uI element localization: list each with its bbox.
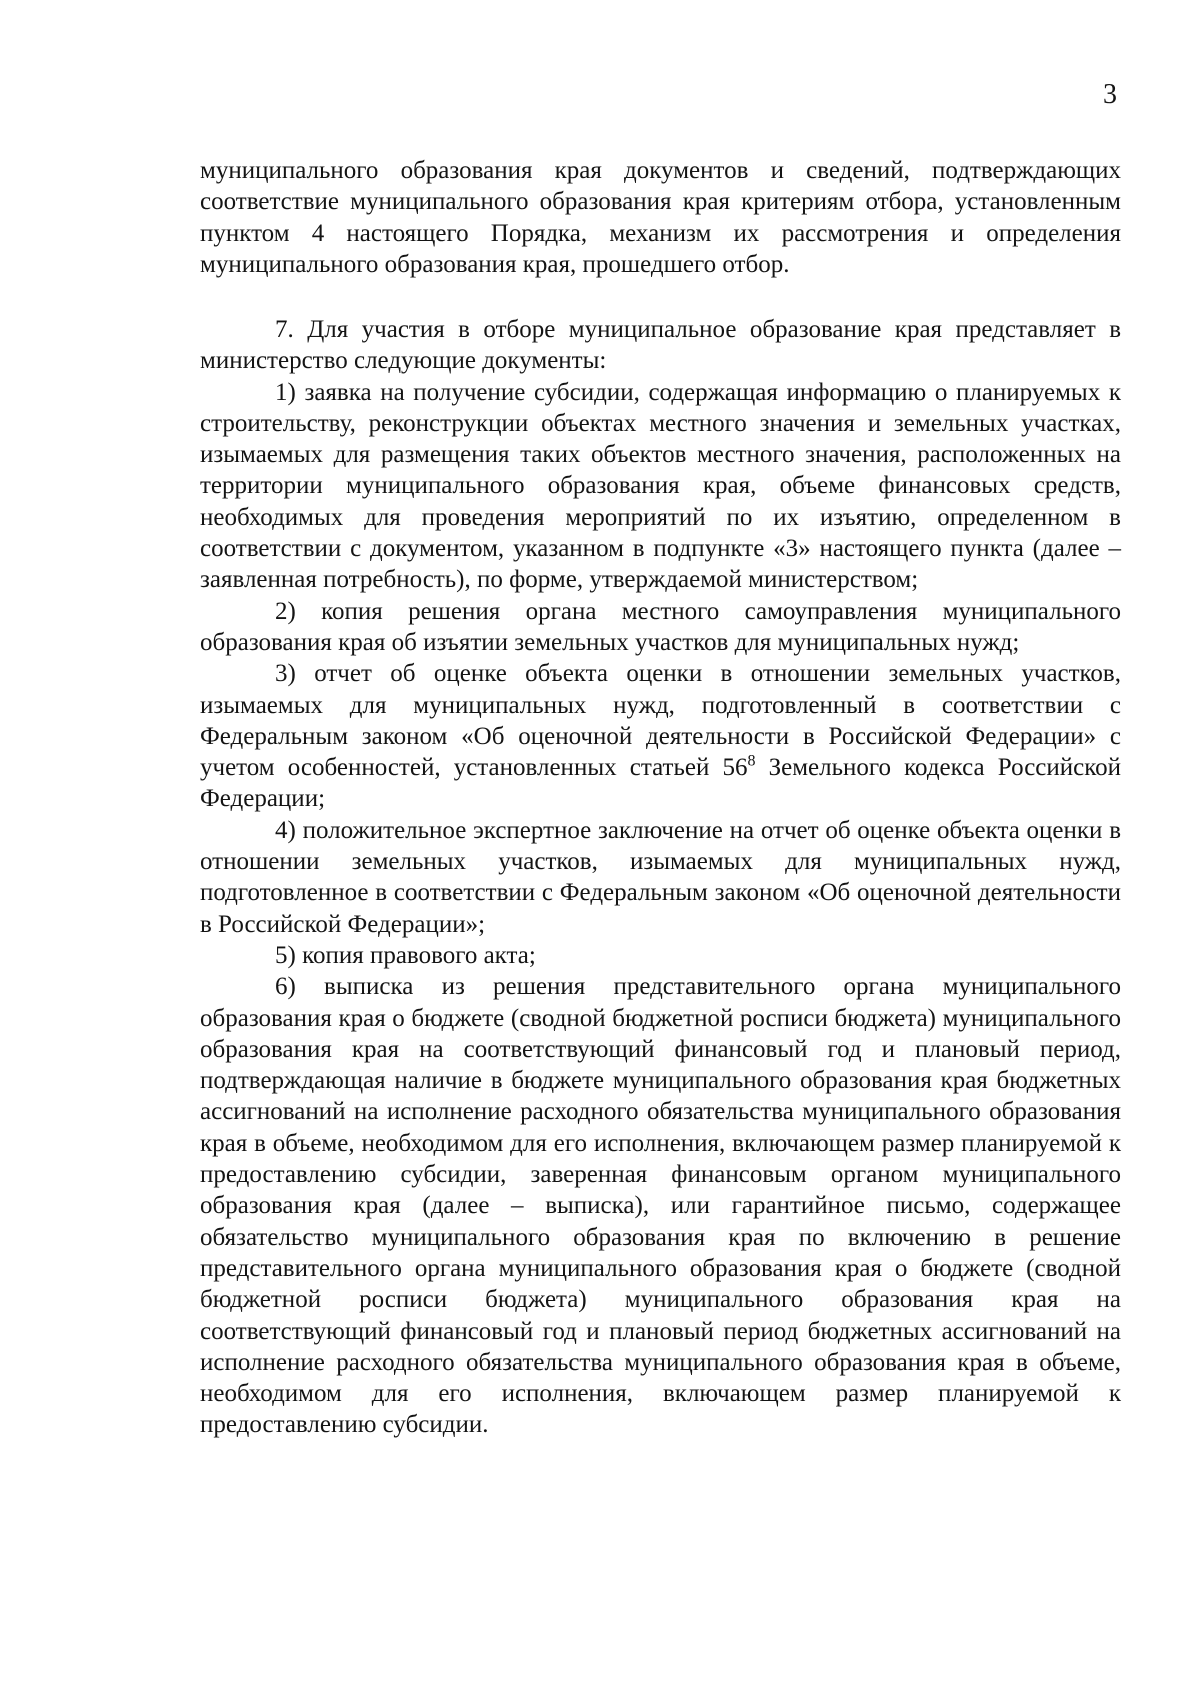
list-item-5: 5) копия правового акта; <box>275 941 536 969</box>
list-item-4: 4) положительное экспертное заключение на отчет об оценке объекта оценки в отношении земельных участков, изымаемых для муниципальных нужд, подготовленное в соответствии с Федеральным законом «Об оценочной деятельности в Российской Федерации»; <box>200 816 1121 938</box>
point-7-section <box>200 314 1121 1441</box>
point-7-heading: 7. Для участия в отборе муниципальное образование края представляет в министерство следующие документы: <box>200 316 1121 375</box>
intro-paragraph-block <box>200 155 1121 280</box>
list-item-3-superscript: 8 <box>747 752 756 770</box>
page-number: 3 <box>1103 79 1117 110</box>
list-item-3 <box>200 658 1121 814</box>
intro-paragraph: муниципального образования края документов и сведений, подтверждающих соответствие муниципального образования края критериям отбора, установленным пунктом 4 настоящего Порядка, механизм их рассмотрения и определения муниципального образования края, прошедшего отбор. <box>200 157 1121 278</box>
list-item-2: 2) копия решения органа местного самоуправления муниципального образования края об изъятии земельных участков для муниципальных нужд; <box>200 597 1121 656</box>
list-item-3-text-after: Земельного кодекса Российской Федерации; <box>200 754 1122 813</box>
list-item-3-text-before: 3) отчет об оценке объекта оценки в отношении земельных участков, изымаемых для муниципальных нужд, подготовленный в соответствии с Федеральным законом «Об оценочной деятельности в Российской Федерации» с учетом особенностей, установленных статьей 56 <box>200 660 1121 782</box>
list-item-1: 1) заявка на получение субсидии, содержащая информацию о планируемых к строительству, реконструкции объектах местного значения и земельных участках, изымаемых для размещения таких объектов местного значения, расположенных на территории муниципального образования края, объеме финансовых средств, необходимых для проведения мероприятий по их изъятию, определенном в соответствии с документом, указанном в подпункте «3» настоящего пункта (далее – заявленная потребность), по форме, утверждаемой министерством; <box>200 378 1121 594</box>
list-item-6: 6) выписка из решения представительного органа муниципального образования края о бюджете (сводной бюджетной росписи бюджета) муниципального образования края на соответствующий финансовый год и плановый период, подтверждающая наличие в бюджете муниципального образования края бюджетных ассигнований на исполнение расходного обязательства муниципального образования края в объеме, необходимом для его исполнения, включающем размер планируемой к предоставлению субсидии, заверенная финансовым органом муниципального образования края (далее – выписка), или гарантийное письмо, содержащее обязательство муниципального образования края по включению в решение представительного органа муниципального образования края о бюджете (сводной бюджетной росписи бюджета) муниципального образования края на соответствующий финансовый год и плановый период бюджетных ассигнований на исполнение расходного обязательства муниципального образования края в объеме, необходимом для его исполнения, включающем размер планируемой к предоставлению субсидии. <box>200 973 1121 1439</box>
